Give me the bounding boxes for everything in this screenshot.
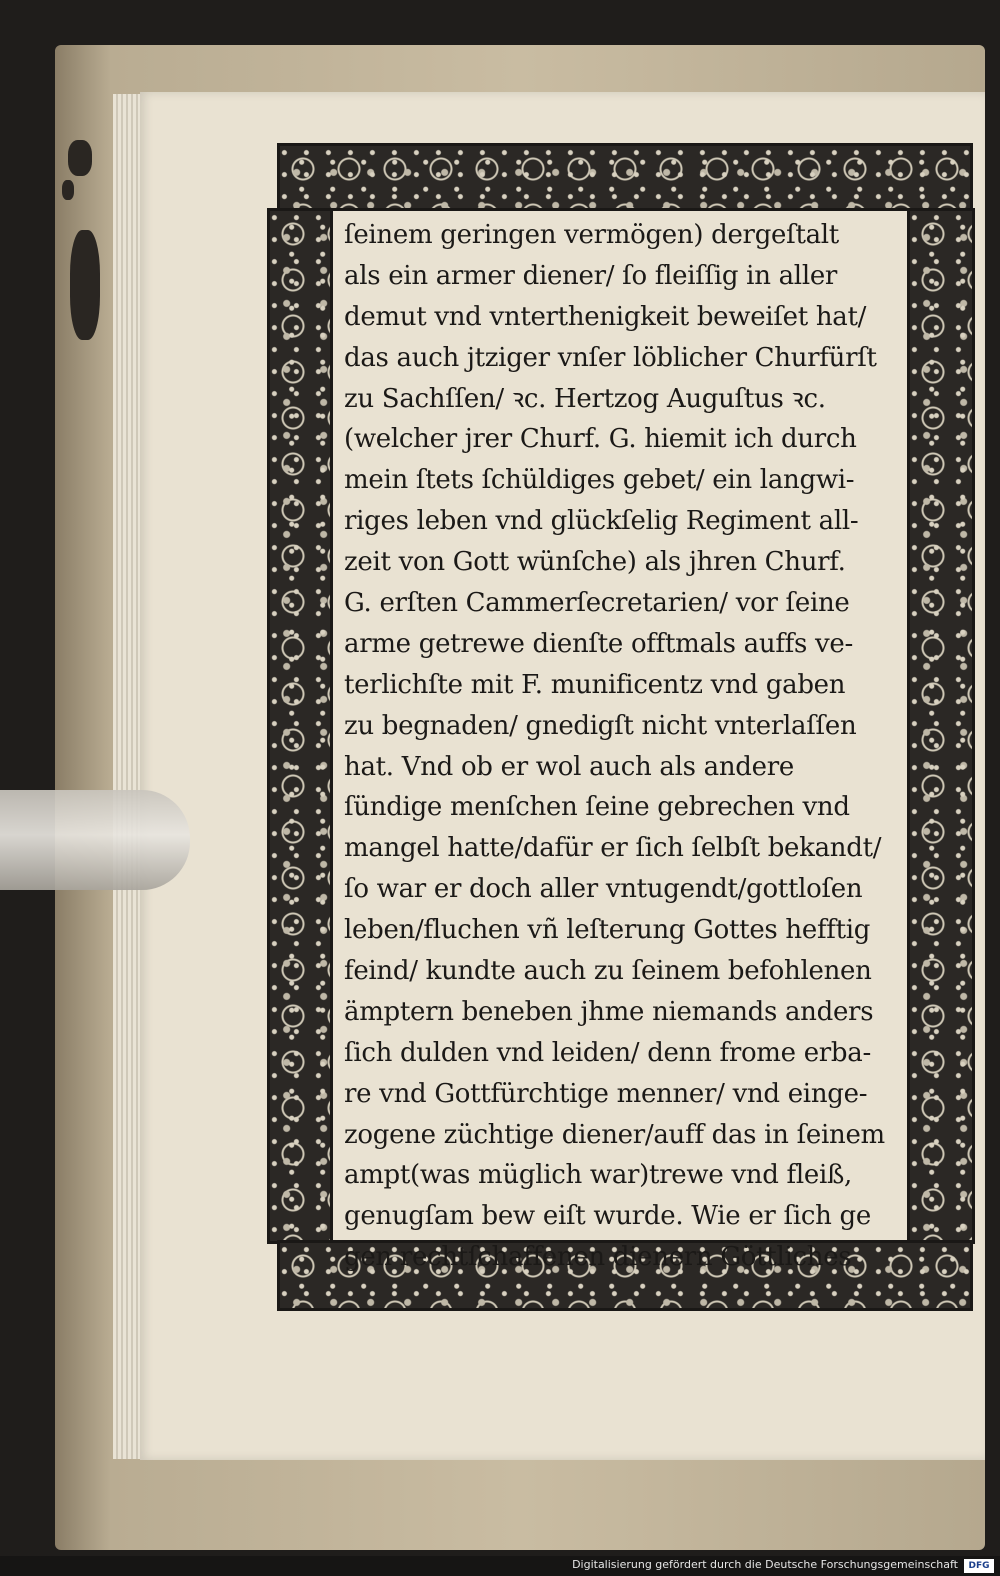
- text-line: leben/fluchen vñ leſterung Gottes hefftig: [344, 915, 871, 946]
- text-line: zu begnaden/ gnedigſt nicht vnterlaſſen: [344, 710, 857, 741]
- text-line: hat. Vnd ob er wol auch als andere: [344, 751, 794, 782]
- dfg-logo-icon: DFG: [964, 1559, 994, 1573]
- text-line: ampt(was müglich war)trewe vnd fleiß,: [344, 1160, 853, 1191]
- text-line: G. erſten Cammerſecretarien/ vor ſeine: [344, 588, 850, 619]
- ornamental-border-left: [267, 208, 333, 1244]
- text-line: ſo war er doch aller vntugendt/gottloſen: [344, 874, 863, 905]
- page-edges: [113, 94, 143, 1459]
- ornamental-border-right: [907, 208, 975, 1244]
- text-line: riges leben vnd glückſelig Regiment all-: [344, 506, 859, 537]
- text-line: zu Sachſſen/ ꝛc. Hertzog Auguſtus ꝛc.: [344, 383, 826, 414]
- page-text: [344, 215, 896, 1273]
- text-line: genugſam bew eiſt wurde. Wie er ſich ge: [344, 1201, 871, 1232]
- footer-credit: Digitalisierung gefördert durch die Deutsche Forschungsgemeinschaft: [572, 1558, 958, 1571]
- text-line: demut vnd vnterthenigkeit beweiſet hat/: [344, 301, 867, 332]
- text-line: ſich dulden vnd leiden/ denn frome erba-: [344, 1037, 871, 1068]
- text-line: terlichſte mit F. munificentz vnd gaben: [344, 669, 846, 700]
- text-line: ämptern beneben jhme niemands anders: [344, 996, 874, 1027]
- text-line: feind/ kundte auch zu ſeinem befohlenen: [344, 956, 872, 987]
- text-line: mangel hatte/dafür er ſich ſelbſt bekandt/: [344, 833, 882, 864]
- text-line: re vnd Gottfürchtige menner/ vnd einge-: [344, 1078, 868, 1109]
- text-line: das auch jtziger vnſer löblicher Churfürſt: [344, 342, 877, 373]
- spine-decoration-icon: [60, 120, 110, 380]
- text-line: zeit von Gott wünſche) als jhren Churf.: [344, 547, 846, 578]
- text-line: zogene züchtige diener/auff das in ſeinem: [344, 1119, 885, 1150]
- text-line: als ein armer diener/ ſo fleiſſig in aller: [344, 260, 838, 291]
- text-line: (welcher jrer Churf. G. hiemit ich durch: [344, 424, 857, 455]
- footer-bar: [0, 1556, 1000, 1576]
- text-line: ſeinem geringen vermögen) dergeſtalt: [344, 220, 839, 250]
- text-line: gen rechtſchaffenen dienern Göttliches: [344, 1242, 852, 1273]
- text-line: arme getrewe dienſte offtmals auffs ve-: [344, 628, 853, 659]
- text-line: ſündige menſchen ſeine gebrechen vnd: [344, 792, 850, 823]
- text-line: mein ſtets ſchüldiges gebet/ ein langwi-: [344, 465, 855, 496]
- ornamental-border-top: [277, 143, 973, 211]
- clasp-strap: [0, 790, 190, 890]
